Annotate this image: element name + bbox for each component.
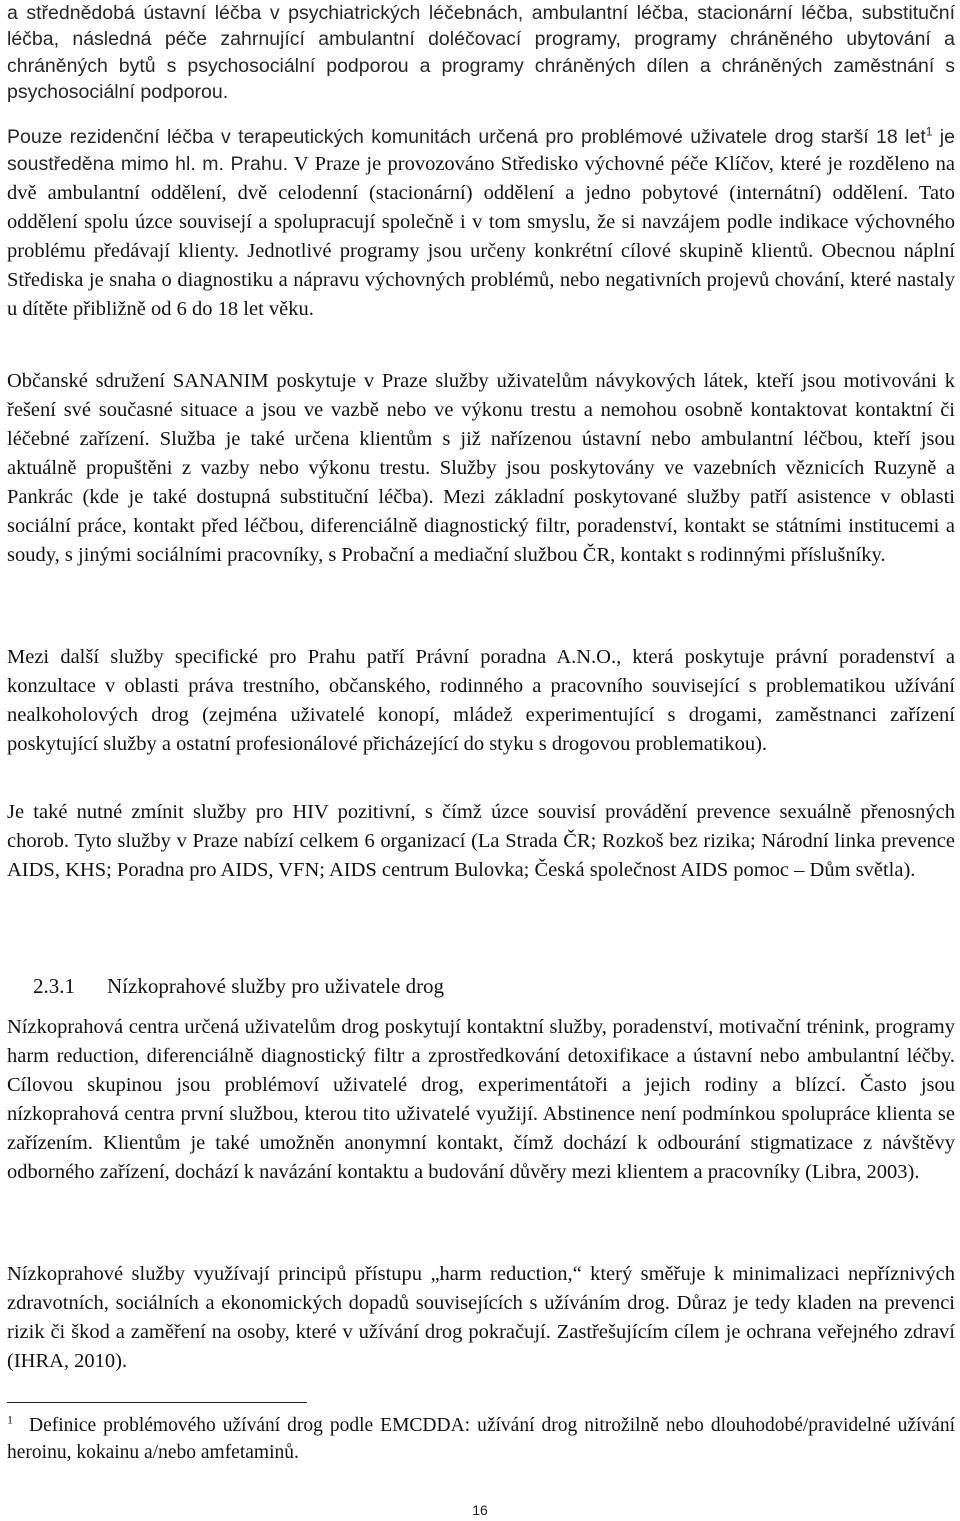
paragraph-residential-text: Pouze rezidenční léčba v terapeutických komunitách určená pro problémové uživatele drog starší 18 let — [7, 126, 926, 148]
paragraph-residential-klicov — [7, 124, 955, 324]
paragraph-treatment-types: a střednědobá ústavní léčba v psychiatrických léčebnách, ambulantní léčba, stacionární léčba, substituční léčba, následná péče zahrnující ambulantní doléčovací programy, programy chráněného ubytování a chráněných bytů s psychosociální podporou a programy chráněných dílen a chráněných zaměstnání s psychosociální podporou. — [7, 2, 955, 104]
paragraph-sananim: Občanské sdružení SANANIM poskytuje v Praze služby uživatelům návykových látek, kteří jsou motivováni k řešení své současné situace a jsou ve vazbě nebo ve výkonu trestu a nemohou osobně kontaktovat kontaktní či léčebné zařízení. Služba je také určena klientům s již nařízenou ústavní nebo ambulantní léčbou, kteří jsou aktuálně propuštěni z vazby nebo výkonu trestu. Služby jsou poskytovány ve vazebních věznicích Ruzyně a Pankrác (kde je také dostupná substituční léčba). Mezi základní poskytované služby patří asistence v oblasti sociální práce, kontakt před léčbou, diferenciálně diagnostický filtr, poradenství, kontakt se státními institucemi a soudy, s jinými sociálními pracovníky, s Probační a mediační službou ČR, kontakt s rodinnými příslušníky. — [7, 370, 955, 566]
footnote-separator — [7, 1402, 307, 1403]
paragraph-harm-reduction: Nízkoprahové služby využívají principů přístupu „harm reduction,“ který směřuje k minimalizaci nepříznivých zdravotních, sociálních a ekonomických dopadů souvisejících s užíváním drog. Důraz je tedy kladen na prevenci rizik či škod a zaměření na osoby, které v užívání drog pokračují. Zastřešujícím cílem je ochrana veřejného zdraví (IHRA, 2010). — [7, 1263, 955, 1372]
section-number: 2.3.1 — [33, 974, 75, 998]
footnote — [7, 1412, 955, 1466]
paragraph-low-threshold-centers: Nízkoprahová centra určená uživatelům drog poskytují kontaktní služby, poradenství, motivační trénink, programy harm reduction, diferenciálně diagnostický filtr a zprostředkování detoxifikace a ústavní nebo ambulantní léčby. Cílovou skupinou jsou problémoví uživatelé drog, experimentátoři a jejich rodiny a blízcí. Často jsou nízkoprahová centra první službou, kterou tito uživatelé využijí. Abstinence není podmínkou spolupráce klienta se zařízením. Klientům je také umožněn anonymní kontakt, čímž dochází k odbourání stigmatizace z návštěvy odborného zařízení, dochází k navázání kontaktu a budování důvěry mezi klientem a pracovníky (Libra, 2003). — [7, 1016, 955, 1183]
section-heading — [33, 972, 444, 1001]
paragraph-hiv-services: Je také nutné zmínit služby pro HIV pozitivní, s čímž úzce souvisí provádění prevence sexuálně přenosných chorob. Tyto služby v Praze nabízí celkem 6 organizací (La Strada ČR; Rozkoš bez rizika; Národní linka prevence AIDS, KHS; Poradna pro AIDS, VFN; AIDS centrum Bulovka; Česká společnost AIDS pomoc – Dům světla). — [7, 801, 955, 881]
paragraph-klicov-text: V Praze je provozováno Středisko výchovné péče Klíčov, které je rozděleno na dvě ambulantní oddělení, dvě celodenní (stacionární) oddělení a jedno pobytové (internátní) oddělení. Tato oddělení spolu úzce souvisejí a spolupracují společně i v tom smyslu, že si navzájem podle indikace výchovného problému předávají klienty. Jednotlivé programy jsou určeny konkrétní cílové skupině klientů. Obecnou náplní Střediska je snaha o diagnostiku a nápravu výchovných problémů, nebo negativních projevů chování, které nastaly u dítěte přibližně od 6 do 18 let věku. — [7, 153, 955, 321]
page-number: 16 — [472, 1502, 488, 1518]
paragraph-residential-text-end: je soustředěna mimo hl. m. Prahu. — [7, 126, 955, 176]
footnote-reference[interactable]: 1 — [925, 124, 933, 139]
paragraph-legal-counseling: Mezi další služby specifické pro Prahu patří Právní poradna A.N.O., která poskytuje právní poradenství a konzultace v oblasti práva trestního, občanského, rodinného a pracovního související s problematikou užívání nealkoholových drog (zejména uživatelé konopí, mládež experimentující s drogami, zaměstnanci zařízení poskytující služby a ostatní profesionálové přicházející do styku s drogovou problematikou). — [7, 646, 955, 755]
section-title: Nízkoprahové služby pro uživatele drog — [107, 974, 445, 998]
footnote-text: Definice problémového užívání drog podle EMCDDA: užívání drog nitrožilně nebo dlouhodobé/pravidelné užívání heroinu, kokainu a/nebo amfetaminů. — [7, 1415, 955, 1463]
footnote-mark: 1 — [7, 1412, 13, 1427]
